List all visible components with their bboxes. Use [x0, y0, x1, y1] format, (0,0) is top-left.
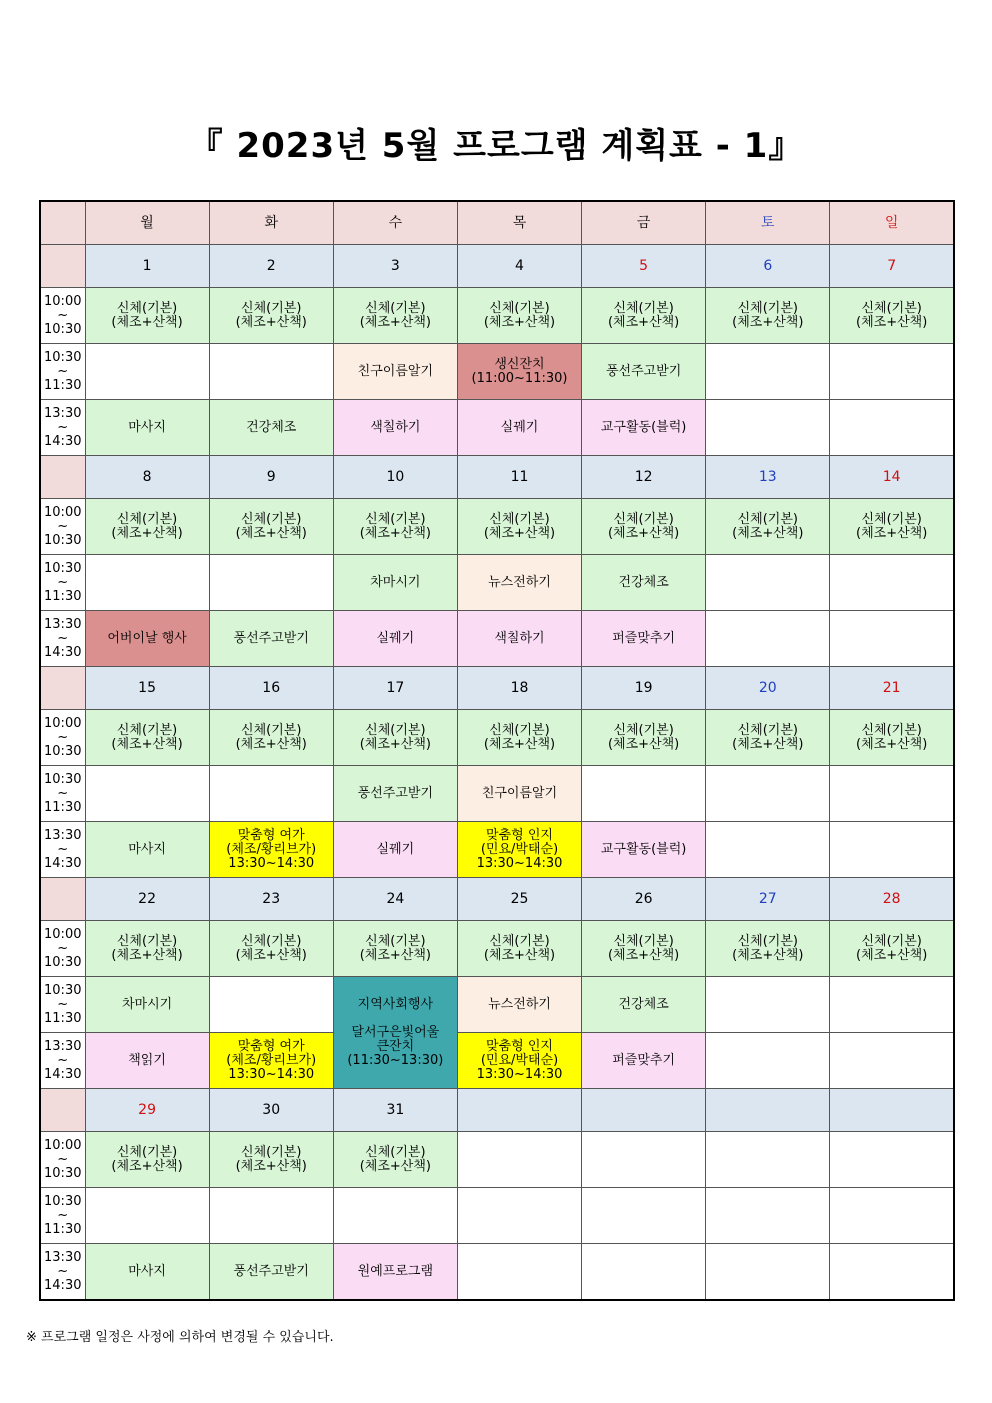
empty-cell	[706, 344, 830, 400]
empty-cell	[706, 1132, 830, 1188]
time-label: 13:30 ~ 14:30	[40, 400, 85, 456]
date-row	[40, 1089, 954, 1132]
date-cell: 26	[582, 878, 706, 921]
date-cell: 2	[209, 245, 333, 288]
empty-cell	[830, 344, 954, 400]
empty-cell	[85, 555, 209, 611]
date-cell: 10	[333, 456, 457, 499]
date-row-label	[40, 1089, 85, 1132]
program-cell: 신체(기본) (체조+산책)	[582, 499, 706, 555]
program-cell: 신체(기본) (체조+산책)	[457, 499, 581, 555]
program-cell: 교구활동(블럭)	[582, 400, 706, 456]
slot-row	[40, 611, 954, 667]
weekday-mon: 월	[85, 201, 209, 245]
program-cell: 신체(기본) (체조+산책)	[457, 288, 581, 344]
empty-cell	[706, 400, 830, 456]
empty-cell	[830, 555, 954, 611]
date-row-label	[40, 456, 85, 499]
date-cell: 27	[706, 878, 830, 921]
empty-cell	[830, 611, 954, 667]
program-cell: 신체(기본) (체조+산책)	[457, 710, 581, 766]
empty-cell	[706, 766, 830, 822]
program-cell: 건강체조	[209, 400, 333, 456]
time-label: 10:00 ~ 10:30	[40, 288, 85, 344]
date-cell: 15	[85, 667, 209, 710]
date-row	[40, 245, 954, 288]
date-cell: 16	[209, 667, 333, 710]
weekday-tue: 화	[209, 201, 333, 245]
program-cell: 실꿰기	[457, 400, 581, 456]
date-row	[40, 667, 954, 710]
empty-cell	[582, 1089, 706, 1132]
empty-cell	[457, 1188, 581, 1244]
program-cell: 풍선주고받기	[209, 1244, 333, 1301]
weekday-fri: 금	[582, 201, 706, 245]
program-cell: 신체(기본) (체조+산책)	[209, 499, 333, 555]
weekday-thu: 목	[457, 201, 581, 245]
time-label: 10:30 ~ 11:30	[40, 1188, 85, 1244]
program-cell: 신체(기본) (체조+산책)	[85, 710, 209, 766]
program-cell: 신체(기본) (체조+산책)	[830, 288, 954, 344]
empty-cell	[209, 977, 333, 1033]
program-cell: 맞춤형 여가 (체조/황리브가) 13:30~14:30	[209, 822, 333, 878]
empty-cell	[457, 1089, 581, 1132]
slot-row	[40, 1033, 954, 1089]
date-cell: 30	[209, 1089, 333, 1132]
date-cell: 4	[457, 245, 581, 288]
corner-cell	[40, 201, 85, 245]
empty-cell	[582, 1132, 706, 1188]
empty-cell	[582, 1188, 706, 1244]
program-cell: 퍼즐맞추기	[582, 611, 706, 667]
empty-cell	[706, 611, 830, 667]
empty-cell	[209, 344, 333, 400]
date-cell: 9	[209, 456, 333, 499]
empty-cell	[457, 1244, 581, 1301]
date-cell: 13	[706, 456, 830, 499]
date-cell: 8	[85, 456, 209, 499]
schedule-table	[39, 200, 955, 1301]
page-title: 『 2023년 5월 프로그램 계획표 - 1』	[188, 126, 804, 166]
date-cell: 11	[457, 456, 581, 499]
date-cell: 28	[830, 878, 954, 921]
program-cell: 신체(기본) (체조+산책)	[582, 710, 706, 766]
empty-cell	[830, 1033, 954, 1089]
date-cell: 14	[830, 456, 954, 499]
empty-cell	[706, 1033, 830, 1089]
empty-cell	[830, 1132, 954, 1188]
empty-cell	[830, 766, 954, 822]
slot-row	[40, 555, 954, 611]
program-cell: 신체(기본) (체조+산책)	[706, 921, 830, 977]
program-cell: 맞춤형 여가 (체조/황리브가) 13:30~14:30	[209, 1033, 333, 1089]
empty-cell	[706, 977, 830, 1033]
program-cell: 맞춤형 인지 (민요/박태순) 13:30~14:30	[457, 822, 581, 878]
date-cell: 12	[582, 456, 706, 499]
slot-row	[40, 1132, 954, 1188]
slot-row	[40, 1244, 954, 1301]
date-cell: 19	[582, 667, 706, 710]
program-cell: 뉴스전하기	[457, 555, 581, 611]
empty-cell	[706, 555, 830, 611]
slot-row	[40, 499, 954, 555]
empty-cell	[706, 1244, 830, 1301]
time-label: 10:30 ~ 11:30	[40, 977, 85, 1033]
program-cell: 책읽기	[85, 1033, 209, 1089]
empty-cell	[706, 1089, 830, 1132]
empty-cell	[209, 766, 333, 822]
program-cell: 신체(기본) (체조+산책)	[85, 288, 209, 344]
date-cell: 6	[706, 245, 830, 288]
time-label: 10:00 ~ 10:30	[40, 499, 85, 555]
date-cell: 21	[830, 667, 954, 710]
weekday-sun: 일	[830, 201, 954, 245]
program-cell: 신체(기본) (체조+산책)	[85, 499, 209, 555]
date-cell: 22	[85, 878, 209, 921]
program-cell: 교구활동(블럭)	[582, 822, 706, 878]
program-cell: 신체(기본) (체조+산책)	[333, 499, 457, 555]
empty-cell	[457, 1132, 581, 1188]
footnote: ※ 프로그램 일정은 사정에 의하여 변경될 수 있습니다.	[26, 1330, 334, 1345]
program-cell: 신체(기본) (체조+산책)	[209, 288, 333, 344]
date-cell: 18	[457, 667, 581, 710]
slot-row	[40, 288, 954, 344]
date-row-label	[40, 245, 85, 288]
slot-row	[40, 822, 954, 878]
program-cell: 신체(기본) (체조+산책)	[830, 710, 954, 766]
program-cell: 신체(기본) (체조+산책)	[209, 710, 333, 766]
weekday-wed: 수	[333, 201, 457, 245]
program-cell: 마사지	[85, 1244, 209, 1301]
program-cell: 건강체조	[582, 977, 706, 1033]
date-cell: 7	[830, 245, 954, 288]
empty-cell	[830, 1244, 954, 1301]
empty-cell	[333, 1188, 457, 1244]
program-cell: 뉴스전하기	[457, 977, 581, 1033]
empty-cell	[209, 555, 333, 611]
program-cell: 풍선주고받기	[333, 766, 457, 822]
date-cell: 5	[582, 245, 706, 288]
program-cell: 색칠하기	[457, 611, 581, 667]
program-cell: 신체(기본) (체조+산책)	[85, 921, 209, 977]
empty-cell	[582, 766, 706, 822]
program-cell: 맞춤형 인지 (민요/박태순) 13:30~14:30	[457, 1033, 581, 1089]
time-label: 10:30 ~ 11:30	[40, 555, 85, 611]
program-cell: 신체(기본) (체조+산책)	[830, 499, 954, 555]
program-cell: 풍선주고받기	[582, 344, 706, 400]
program-cell: 신체(기본) (체조+산책)	[457, 921, 581, 977]
date-row-label	[40, 878, 85, 921]
program-cell: 지역사회행사 달서구은빛어울 큰잔치 (11:30~13:30)	[333, 977, 457, 1089]
program-cell: 친구이름알기	[457, 766, 581, 822]
time-label: 13:30 ~ 14:30	[40, 1244, 85, 1301]
empty-cell	[830, 1089, 954, 1132]
empty-cell	[706, 822, 830, 878]
date-cell: 24	[333, 878, 457, 921]
date-cell: 25	[457, 878, 581, 921]
date-row	[40, 878, 954, 921]
empty-cell	[85, 344, 209, 400]
empty-cell	[85, 1188, 209, 1244]
empty-cell	[830, 822, 954, 878]
slot-row	[40, 400, 954, 456]
program-cell: 어버이날 행사	[85, 611, 209, 667]
empty-cell	[830, 400, 954, 456]
time-label: 13:30 ~ 14:30	[40, 1033, 85, 1089]
program-cell: 신체(기본) (체조+산책)	[582, 921, 706, 977]
program-cell: 원예프로그램	[333, 1244, 457, 1301]
program-cell: 차마시기	[333, 555, 457, 611]
date-cell: 3	[333, 245, 457, 288]
date-cell: 29	[85, 1089, 209, 1132]
time-label: 10:00 ~ 10:30	[40, 921, 85, 977]
program-cell: 실꿰기	[333, 822, 457, 878]
program-cell: 신체(기본) (체조+산책)	[582, 288, 706, 344]
program-cell: 실꿰기	[333, 611, 457, 667]
time-label: 13:30 ~ 14:30	[40, 611, 85, 667]
empty-cell	[830, 1188, 954, 1244]
program-cell: 마사지	[85, 822, 209, 878]
slot-row	[40, 977, 954, 1033]
date-cell: 1	[85, 245, 209, 288]
program-cell: 마사지	[85, 400, 209, 456]
empty-cell	[706, 1188, 830, 1244]
empty-cell	[85, 766, 209, 822]
slot-row	[40, 1188, 954, 1244]
date-row-label	[40, 667, 85, 710]
program-cell: 신체(기본) (체조+산책)	[706, 288, 830, 344]
program-cell: 친구이름알기	[333, 344, 457, 400]
slot-row	[40, 710, 954, 766]
date-cell: 23	[209, 878, 333, 921]
time-label: 10:00 ~ 10:30	[40, 710, 85, 766]
program-cell: 신체(기본) (체조+산책)	[706, 499, 830, 555]
program-cell: 신체(기본) (체조+산책)	[706, 710, 830, 766]
slot-row	[40, 921, 954, 977]
program-cell: 신체(기본) (체조+산책)	[830, 921, 954, 977]
empty-cell	[582, 1244, 706, 1301]
program-cell: 건강체조	[582, 555, 706, 611]
slot-row	[40, 344, 954, 400]
date-row	[40, 456, 954, 499]
empty-cell	[830, 977, 954, 1033]
program-cell: 풍선주고받기	[209, 611, 333, 667]
slot-row	[40, 766, 954, 822]
date-cell: 31	[333, 1089, 457, 1132]
empty-cell	[209, 1188, 333, 1244]
program-cell: 퍼즐맞추기	[582, 1033, 706, 1089]
program-cell: 신체(기본) (체조+산책)	[333, 288, 457, 344]
time-label: 13:30 ~ 14:30	[40, 822, 85, 878]
date-cell: 20	[706, 667, 830, 710]
date-cell: 17	[333, 667, 457, 710]
program-cell: 신체(기본) (체조+산책)	[209, 1132, 333, 1188]
time-label: 10:00 ~ 10:30	[40, 1132, 85, 1188]
weekday-header-row	[40, 201, 954, 245]
time-label: 10:30 ~ 11:30	[40, 766, 85, 822]
program-cell: 신체(기본) (체조+산책)	[85, 1132, 209, 1188]
program-cell: 색칠하기	[333, 400, 457, 456]
weekday-sat: 토	[706, 201, 830, 245]
program-cell: 신체(기본) (체조+산책)	[333, 1132, 457, 1188]
program-cell: 신체(기본) (체조+산책)	[333, 710, 457, 766]
time-label: 10:30 ~ 11:30	[40, 344, 85, 400]
program-cell: 차마시기	[85, 977, 209, 1033]
program-cell: 생신잔치 (11:00~11:30)	[457, 344, 581, 400]
program-cell: 신체(기본) (체조+산책)	[209, 921, 333, 977]
program-cell: 신체(기본) (체조+산책)	[333, 921, 457, 977]
